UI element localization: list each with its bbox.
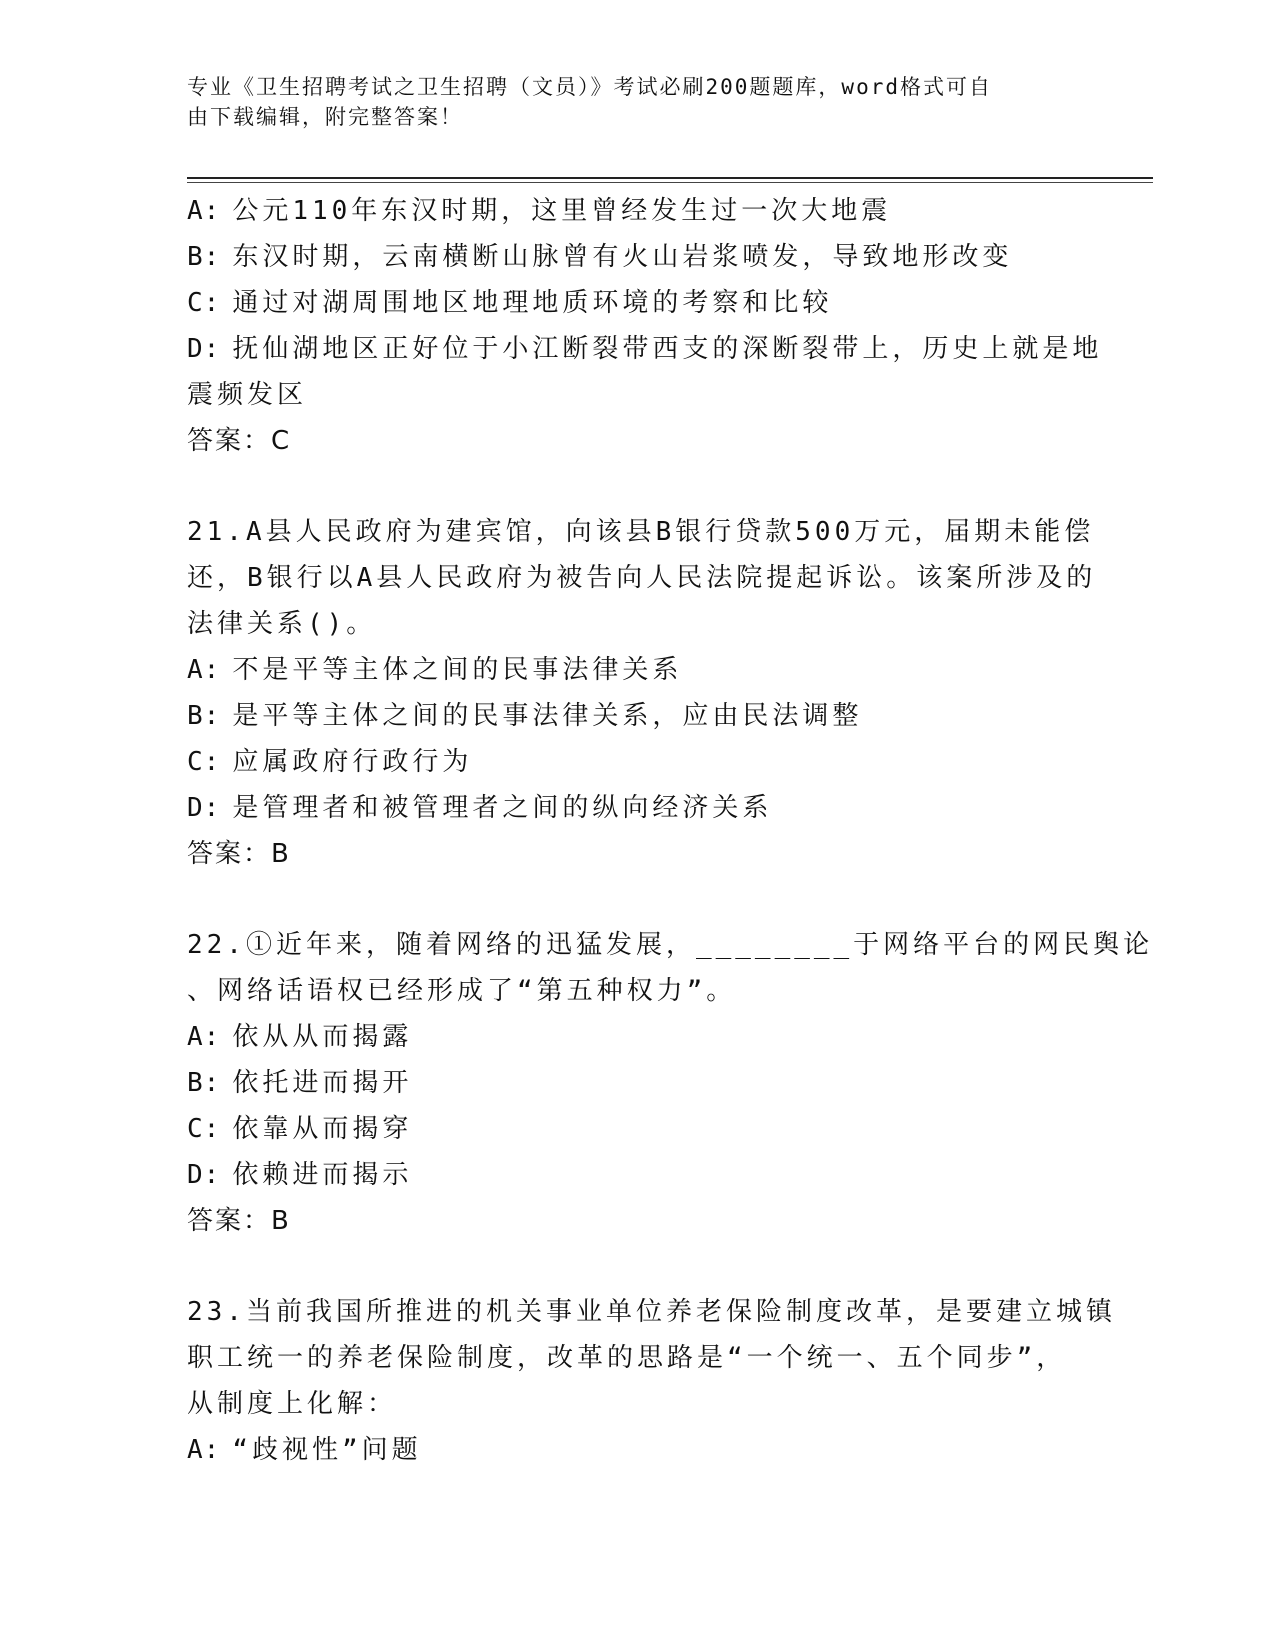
- option-b: B: 东汉时期，云南横断山脉曾有火山岩浆喷发，导致地形改变: [187, 242, 1013, 272]
- header-divider-thick: [187, 177, 1153, 179]
- question-block-23: [187, 1289, 1116, 1473]
- question-text-line: 职工统一的养老保险制度，改革的思路是“一个统一、五个同步”，: [187, 1343, 1067, 1373]
- question-block-22: [187, 922, 1154, 1244]
- answer: 答案：C: [187, 426, 292, 456]
- option-c: C: 应属政府行政行为: [187, 747, 473, 777]
- answer: 答案：B: [187, 1206, 291, 1236]
- question-text-line: 从制度上化解：: [187, 1389, 398, 1419]
- question-text-line: 23.当前我国所推进的机关事业单位养老保险制度改革，是要建立城镇: [187, 1297, 1116, 1327]
- answer: 答案：B: [187, 839, 291, 869]
- option-c: C: 通过对湖周围地区地理地质环境的考察和比较: [187, 288, 833, 318]
- document-header: [187, 72, 1067, 132]
- question-text-line: 法律关系()。: [187, 609, 377, 639]
- option-d: D: 是管理者和被管理者之间的纵向经济关系: [187, 793, 773, 823]
- option-b: B: 依托进而揭开: [187, 1068, 413, 1098]
- question-text-line: 还，B银行以A县人民政府为被告向人民法院提起诉讼。该案所涉及的: [187, 563, 1097, 593]
- option-d: D: 依赖进而揭示: [187, 1160, 413, 1190]
- question-text-line: 、网络话语权已经形成了“第五种权力”。: [187, 976, 737, 1006]
- question-text-line: 21.A县人民政府为建宾馆，向该县B银行贷款500万元，届期未能偿: [187, 517, 1095, 547]
- option-a: A: 不是平等主体之间的民事法律关系: [187, 655, 683, 685]
- document-body: [187, 188, 1154, 1473]
- option-a: A: “歧视性”问题: [187, 1435, 422, 1465]
- spacer: [187, 1244, 1087, 1289]
- header-divider-thin: [187, 182, 1153, 183]
- option-c: C: 依靠从而揭穿: [187, 1114, 413, 1144]
- spacer: [187, 877, 1087, 922]
- question-text-line: 22.①近年来，随着网络的迅猛发展，________于网络平台的网民舆论: [187, 930, 1154, 960]
- option-b: B: 是平等主体之间的民事法律关系，应由民法调整: [187, 701, 863, 731]
- question-block-21: [187, 509, 1097, 877]
- option-a: A: 依从从而揭露: [187, 1022, 413, 1052]
- header-line-2: 由下载编辑，附完整答案！: [187, 105, 463, 129]
- option-d-continuation: 震频发区: [187, 380, 308, 410]
- option-d: D: 抚仙湖地区正好位于小江断裂带西支的深断裂带上，历史上就是地: [187, 334, 1103, 364]
- question-block-20: [187, 188, 1103, 464]
- option-a: A: 公元110年东汉时期，这里曾经发生过一次大地震: [187, 196, 892, 226]
- header-line-1: 专业《卫生招聘考试之卫生招聘（文员）》考试必刷200题题库，word格式可自: [187, 75, 992, 99]
- spacer: [187, 464, 1087, 509]
